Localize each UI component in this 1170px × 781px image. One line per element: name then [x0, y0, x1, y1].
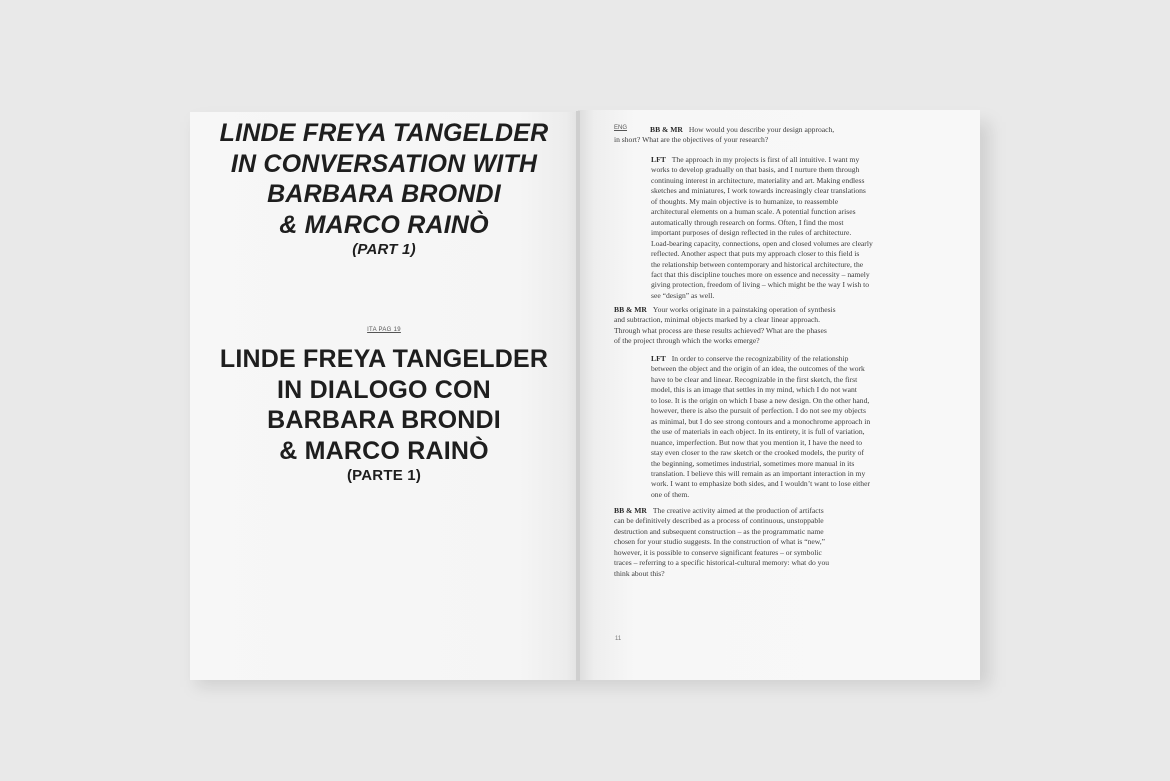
text-line	[614, 305, 836, 315]
text-line: important purposes of design reflected in the rules of architecture.	[651, 228, 852, 238]
text-line-content: The approach in my projects is first of all intuitive. I want my	[671, 155, 860, 164]
speaker-label: BB & MR	[614, 506, 647, 515]
italian-page-reference: ITA PAG 19	[367, 327, 401, 333]
text-line: destruction and subsequent construction – as the programmatic name	[614, 526, 824, 536]
text-line	[614, 506, 829, 516]
text-line: translation. I believe this will remain as an important interaction in my	[651, 468, 866, 478]
text-line: can be definitively described as a process of continuous, unstoppable	[614, 516, 824, 526]
text-line: and subtraction, minimal objects marked by a clear linear approach.	[614, 315, 821, 325]
title-en-line: BARBARA BRONDI	[267, 180, 501, 208]
title-it-line: IN DIALOGO CON	[277, 375, 491, 404]
text-line: of the project through which the works emerge?	[614, 336, 760, 346]
text-line: the use of materials in each object. In its entirety, it is full of variation,	[651, 427, 865, 437]
language-tag: ENG	[614, 125, 628, 131]
speaker-label: BB & MR	[614, 305, 647, 314]
title-it-part: (PARTE 1)	[346, 467, 422, 484]
text-line: works to develop gradually on that basis, and I nurture them through	[651, 165, 860, 175]
answer-1	[651, 155, 873, 301]
text-line: work. I want to emphasize both sides, and I wouldn’t want to lose either	[651, 479, 870, 489]
speaker-label: LFT	[651, 155, 666, 164]
text-line: reflected. Another aspect that puts my approach closer to this field is	[651, 249, 860, 259]
text-line: between the object and the origin of an idea, the outcomes of the work	[651, 364, 865, 374]
text-line: nuance, imperfection. But now that you mention it, I have the need to	[651, 437, 863, 447]
answer-2	[651, 354, 870, 500]
text-line	[651, 354, 870, 364]
title-english	[190, 118, 578, 260]
text-line: see “design” as well.	[651, 290, 715, 300]
text-line: Load-bearing capacity, connections, open and closed volumes are clearly	[651, 238, 873, 248]
text-line: as minimal, but I do see strong contours and a monochrome approach in	[651, 416, 871, 426]
speaker-label: BB & MR	[650, 125, 683, 134]
title-italian	[190, 344, 578, 486]
text-line-content: The creative activity aimed at the production of artifacts	[652, 506, 824, 515]
question-1	[614, 125, 834, 146]
question-3	[614, 506, 829, 579]
text-line-content: Your works originate in a painstaking operation of synthesis	[652, 305, 836, 314]
text-line: have to be clear and linear. Recognizable in the first sketch, the first	[651, 374, 858, 384]
text-line: of thoughts. My main objective is to humanize, to reassemble	[651, 196, 839, 206]
text-line: traces – referring to a specific historical-cultural memory: what do you	[614, 558, 830, 568]
text-line: stay even closer to the raw sketch or the crooked models, the purity of	[651, 448, 864, 458]
text-line: to lose. It is the origin on which I base a new design. On the other hand,	[651, 395, 870, 405]
text-line-content: How would you describe your design approach,	[688, 125, 835, 134]
title-it-line: LINDE FREYA TANGELDER	[219, 345, 549, 373]
title-it-line: & MARCO RAINÒ	[279, 436, 489, 465]
text-line-content: In order to conserve the recognizability of the relationship	[671, 354, 849, 363]
text-line: sketches and miniatures, I work towards increasingly clear translations	[651, 186, 866, 196]
question-2	[614, 305, 836, 347]
text-line: however, it is possible to conserve significant features – or symbolic	[614, 547, 822, 557]
text-line: fact that this discipline touches more on essence and necessity – namely	[651, 269, 870, 279]
text-line: automatically through research on forms. Often, I find the most	[651, 217, 844, 227]
title-en-line: LINDE FREYA TANGELDER	[219, 119, 549, 147]
text-line	[614, 125, 834, 135]
text-line: giving protection, freedom of living – which might be the way I wish to	[651, 280, 870, 290]
text-line: think about this?	[614, 568, 665, 578]
title-en-line: & MARCO RAINÒ	[279, 210, 489, 239]
text-line: the relationship between contemporary and historical architecture, the	[651, 259, 864, 269]
title-en-part: (PART 1)	[352, 241, 416, 258]
speaker-label: LFT	[651, 354, 666, 363]
text-line	[651, 155, 873, 165]
text-line: the beginning, sometimes industrial, sometimes more manual in its	[651, 458, 855, 468]
title-it-line: BARBARA BRONDI	[267, 406, 501, 434]
text-line: in short? What are the objectives of your research?	[614, 135, 769, 145]
text-line: one of them.	[651, 489, 690, 499]
page-number: 11	[615, 636, 622, 642]
text-line: chosen for your studio suggests. In the construction of what is “new,”	[614, 537, 826, 547]
text-line: architectural elements on a human scale. A potential function arises	[651, 207, 856, 217]
text-line: however, there is also the pursuit of perfection. I do not see my objects	[651, 406, 867, 416]
text-line: model, this is an image that settles in my mind, which I do not want	[651, 385, 857, 395]
title-en-line: IN CONVERSATION WITH	[230, 149, 538, 178]
text-line: Through what process are these results achieved? What are the phases	[614, 325, 827, 335]
text-line: continuing interest in architecture, materiality and art. Making endless	[651, 175, 865, 185]
